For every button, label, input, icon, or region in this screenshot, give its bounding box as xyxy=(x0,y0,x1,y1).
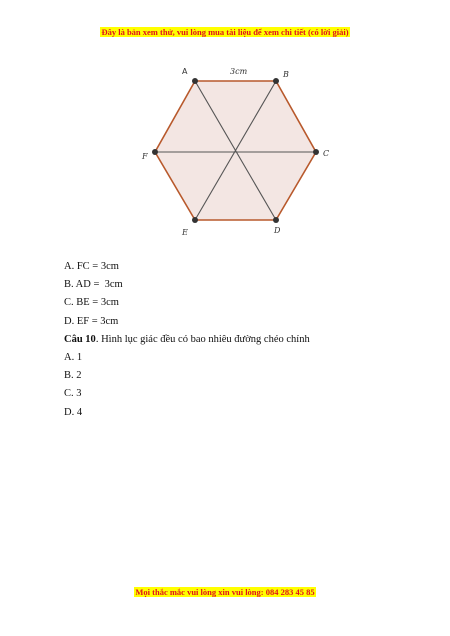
contact-text: Mọi thắc mắc vui lòng xin vui lòng: 084 283 45 85 xyxy=(135,587,315,597)
label-b: B xyxy=(283,70,289,79)
label-e: E xyxy=(182,228,188,237)
side-length-label: 3cm xyxy=(230,67,248,76)
option-q9-b: B. AD = 3cm xyxy=(64,279,123,291)
hexagon-diagram xyxy=(130,62,340,242)
question-10-label: Câu 10 xyxy=(64,333,96,345)
preview-notice-text: Đây là bản xem thử, vui lòng mua tài liệu để xem chi tiết (có lời giải) xyxy=(101,27,349,37)
contact-footer xyxy=(0,587,450,597)
point-f xyxy=(152,149,158,155)
point-e xyxy=(192,217,198,223)
question-10-text: . Hình lục giác đều có bao nhiêu đường chéo chính xyxy=(95,333,310,345)
question-10 xyxy=(64,331,394,349)
option-q10-d: D. 4 xyxy=(64,406,83,418)
option-q10-a: A. 1 xyxy=(64,352,83,364)
point-a xyxy=(192,78,198,84)
hexagon-figure xyxy=(130,62,340,242)
preview-notice xyxy=(0,27,450,37)
label-c: C xyxy=(323,149,330,158)
label-f: F xyxy=(142,152,148,161)
point-b xyxy=(273,78,279,84)
option-q10-b: B. 2 xyxy=(64,370,82,382)
question-content xyxy=(64,258,394,422)
point-c xyxy=(313,149,319,155)
point-d xyxy=(273,217,279,223)
option-q9-d: D. EF = 3cm xyxy=(64,315,119,327)
option-q9-a: A. FC = 3cm xyxy=(64,261,119,272)
label-d: D xyxy=(274,226,281,235)
option-q10-c: C. 3 xyxy=(64,388,82,400)
option-q9-c: C. BE = 3cm xyxy=(64,297,119,309)
label-a: A xyxy=(182,67,188,76)
